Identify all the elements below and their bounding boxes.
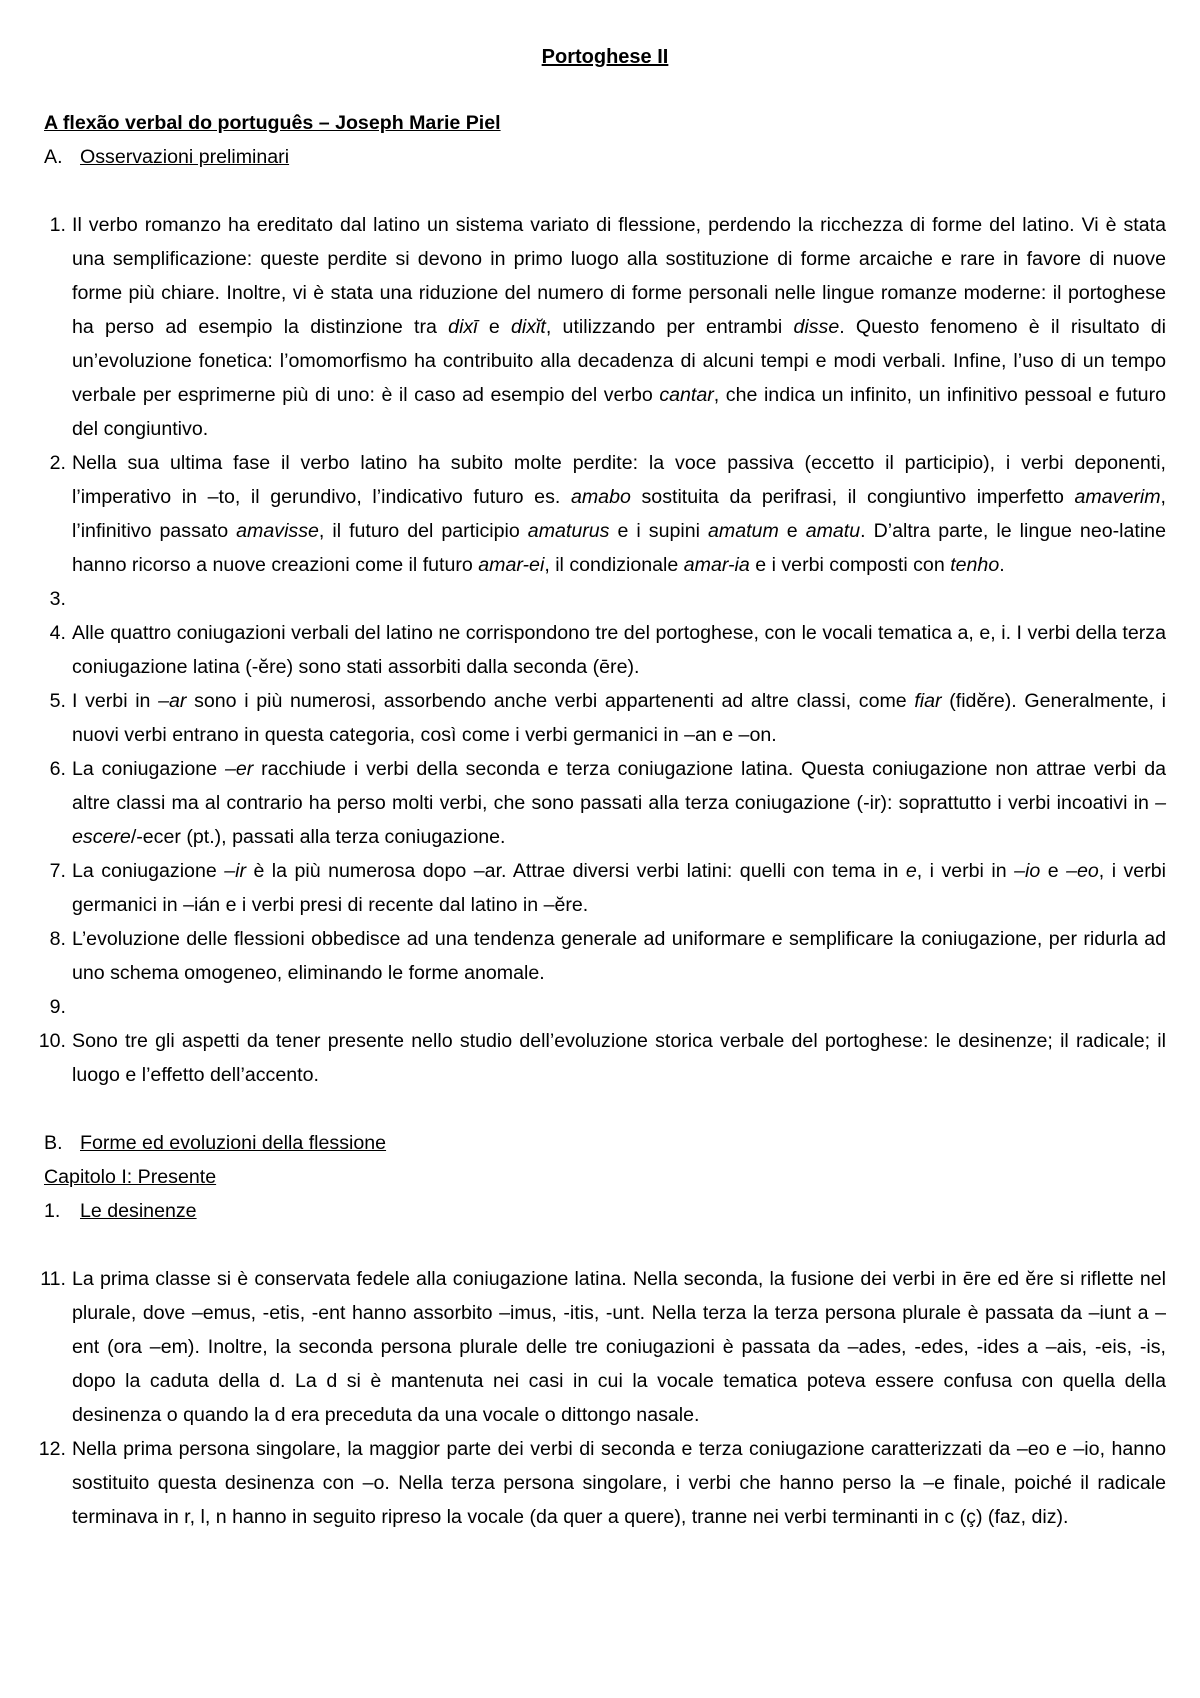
- list-item-number: 10.: [38, 1030, 66, 1052]
- list-item-text: Sono tre gli aspetti da tener presente nello studio dell’evoluzione storica verbale del portoghese: le desinenze; il radicale; il luogo e l’effetto dell’accento.: [72, 1030, 1166, 1086]
- list-item-number: 12.: [38, 1438, 66, 1460]
- subsection-1-label: Le desinenze: [80, 1200, 197, 1222]
- list-item-text: Nella prima persona singolare, la maggior parte dei verbi di seconda e terza coniugazione caratterizzati da –eo e –io, hanno sostituito questa desinenza con –o. Nella terza persona singolare, i verbi che hanno perso la –e finale, poiché il radicale terminava in r, l, n hanno in seguito ripreso la vocale (da quer a quere), tranne nei verbi terminanti in c (ç) (faz, diz).: [72, 1438, 1166, 1528]
- document-subtitle: A flexão verbal do português – Joseph Marie Piel: [44, 112, 501, 134]
- list-item-number: 9.: [49, 996, 66, 1018]
- spacer: [44, 174, 1166, 208]
- list-item-number: 11.: [40, 1268, 66, 1290]
- section-b-marker: B.: [44, 1132, 63, 1154]
- list-item-number: 1.: [49, 214, 66, 236]
- spacer: [44, 1092, 1166, 1126]
- list-item: [44, 446, 1166, 582]
- list-item: [38, 1432, 1166, 1534]
- list-item-text: Nella sua ultima fase il verbo latino ha subito molte perdite: la voce passiva (eccetto il participio), i verbi deponenti, l’imperativo in –to, il gerundivo, l’indicativo futuro es. amabo sostituita da perifrasi, il congiuntivo imperfetto amaverim, l’infinitivo passato amavisse, il futuro del participio amaturus e i supini amatum e amatu. D’altra parte, le lingue neo-latine hanno ricorso a nuove creazioni come il futuro amar-ei, il condizionale amar-ia e i verbi composti con tenho.: [72, 452, 1166, 576]
- list-item: [44, 752, 1166, 854]
- list-item: [44, 922, 1166, 990]
- section-b-heading: [44, 1126, 1166, 1160]
- list-item-text: La prima classe si è conservata fedele alla coniugazione latina. Nella seconda, la fusione dei verbi in ēre ed ĕre si riflette nel plurale, dove –emus, -etis, -ent hanno assorbito –imus, -itis, -unt. Nella terza la terza persona plurale è passata da –iunt a –ent (ora –em). Inoltre, la seconda persona plurale delle tre coniugazioni è passata da –ades, -edes, -ides a –ais, -eis, -is, dopo la caduta della d. La d si è mantenuta nei casi in cui la vocale tematica poteva essere confusa con quella della desinenza o quando la d era preceduta da una vocale o dittongo nasale.: [72, 1268, 1166, 1426]
- list-item: [44, 208, 1166, 446]
- list-item-text: La coniugazione –ir è la più numerosa dopo –ar. Attrae diversi verbi latini: quelli con tema in e, i verbi in –io e –eo, i verbi germanici in –ián e i verbi presi di recente dal latino in –ĕre.: [72, 860, 1166, 916]
- list-item-number: 5.: [49, 690, 66, 712]
- list-item: [38, 1024, 1166, 1092]
- list-item: [44, 616, 1166, 684]
- list-item: [44, 684, 1166, 752]
- section-a-marker: A.: [44, 146, 63, 168]
- list-item-text: Il verbo romanzo ha ereditato dal latino un sistema variato di flessione, perdendo la ricchezza di forme del latino. Vi è stata una semplificazione: queste perdite si devono in primo luogo alla sostituzione di forme arcaiche e rare in favore di nuove forme più chiare. Inoltre, vi è stata una riduzione del numero di forme personali nelle lingue romanze moderne: il portoghese ha perso ad esempio la distinzione tra dixī e dixĭt, utilizzando per entrambi disse. Questo fenomeno è il risultato di un’evoluzione fonetica: l’omomorfismo ha contribuito alla decadenza di alcuni tempi e modi verbali. Infine, l’uso di un tempo verbale per esprimerne più di uno: è il caso ad esempio del verbo cantar, che indica un infinito, un infinitivo pessoal e futuro del congiuntivo.: [72, 214, 1166, 440]
- list-item-text: La coniugazione –er racchiude i verbi della seconda e terza coniugazione latina. Questa coniugazione non attrae verbi da altre classi ma al contrario ha perso molti verbi, che sono passati alla terza coniugazione (-ir): soprattutto i verbi incoativi in –escere/-ecer (pt.), passati alla terza coniugazione.: [72, 758, 1166, 848]
- list-item: [40, 1262, 1166, 1432]
- list-item-number: 7.: [49, 860, 66, 882]
- list-item: [44, 854, 1166, 922]
- list-item-number: 4.: [49, 622, 66, 644]
- list-item-number: 3.: [49, 588, 66, 610]
- list-item-number: 8.: [49, 928, 66, 950]
- list-item-text: Alle quattro coniugazioni verbali del latino ne corrispondono tre del portoghese, con le vocali tematica a, e, i. I verbi della terza coniugazione latina (-ĕre) sono stati assorbiti dalla seconda (ēre).: [72, 622, 1166, 678]
- subsection-1-heading: [44, 1194, 1166, 1228]
- list-item-number: 2.: [49, 452, 66, 474]
- list-item-text: L’evoluzione delle flessioni obbedisce ad una tendenza generale ad uniformare e semplificare la coniugazione, per ridurla ad uno schema omogeneo, eliminando le forme anomale.: [72, 928, 1166, 984]
- list-item: [44, 990, 1166, 1024]
- section-a-label: Osservazioni preliminari: [80, 146, 290, 168]
- chapter-heading: Capitolo I: Presente: [44, 1166, 217, 1188]
- numbered-list-a: [38, 208, 1166, 1092]
- section-b-label: Forme ed evoluzioni della flessione: [80, 1132, 387, 1154]
- document-title: Portoghese II: [541, 46, 669, 68]
- spacer: [44, 1228, 1166, 1262]
- section-a-heading: [44, 140, 1166, 174]
- numbered-list-b: [38, 1262, 1166, 1534]
- list-item-number: 6.: [49, 758, 66, 780]
- list-item: [44, 582, 1166, 616]
- list-item-text: I verbi in –ar sono i più numerosi, assorbendo anche verbi appartenenti ad altre classi, come fiar (fidĕre). Generalmente, i nuovi verbi entrano in questa categoria, così come i verbi germanici in –an e –on.: [72, 690, 1166, 746]
- subsection-1-marker: 1.: [44, 1200, 61, 1222]
